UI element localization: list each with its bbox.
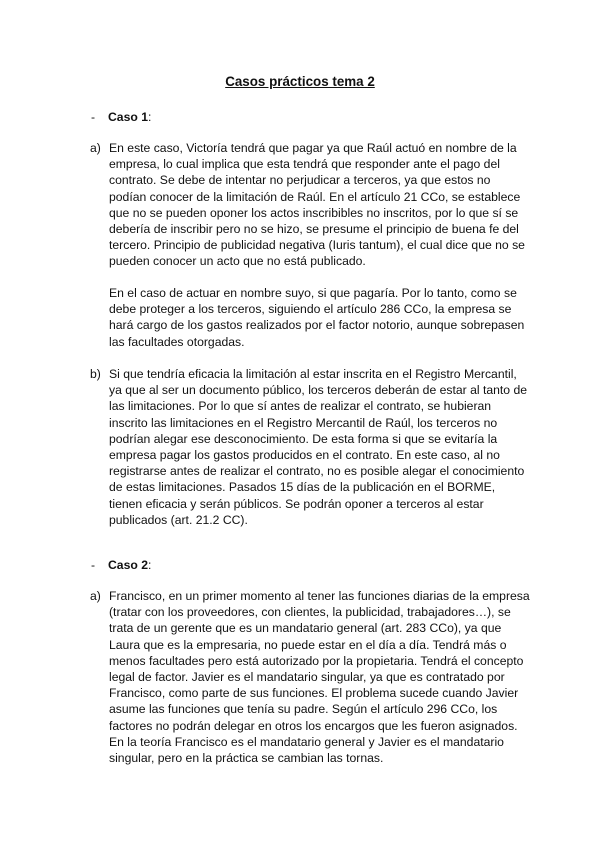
caso-1-colon: : [147,110,152,124]
caso-2-heading [91,557,151,573]
caso-1-b-paragraph: Si que tendría eficacia la limitación al estar inscrita en el Registro Mercantil, ya que al ser un documento público, los terceros deberán de estar al tanto de las limitaciones. Por lo que sí antes de realizar el contrato, se hubieran inscrito las limitaciones en el Registro Mercantil de Raúl, los terceros no podrían alegar ese desconocimiento. De esta forma si que se evitaría la empresa pagar los gastos producidos en el contrato. En este caso, al no registrarse antes de realizar el contrato, no es posible alegar el conocimiento de estas limitaciones. Pasados 15 días de la publicación en el BORME, tienen eficacia y serán públicos. Se podrán oponer a terceros al estar publicados (art. 21.2 CC). [109,367,528,527]
caso-2-colon: : [147,558,152,572]
caso-1-label: Caso 1 [108,110,148,124]
caso-2-item-a [90,588,530,766]
caso-2-a-paragraph: Francisco, en un primer momento al tener las funciones diarias de la empresa (tratar con los proveedores, con clientes, la publicidad, trabajadores…), se trata de un gerente que es un mandatario general (art. 283 CCo), ya que Laura que es la empresaria, no puede estar en el día a día. Tendrá más o menos facultades pero está autorizado por la propietaria. Tendrá el concepto legal de factor. Javier es el mandatario singular, ya que es contratado por Francisco, como parte de sus funciones. El problema sucede cuando Javier asume las funciones que tenía su padre. Según el artículo 296 CCo, los factores no podrán delegar en otros los encargos que les fueron asignados. En la teoría Francisco es el mandatario general y Javier es el mandatario singular, pero en la práctica se cambian las tornas. [109,589,530,766]
bullet-dash: - [91,558,96,572]
caso-1-heading [91,109,151,125]
bullet-dash: - [91,110,96,124]
item-a-marker: a) [90,589,101,603]
caso-1-a-paragraph: En este caso, Victoría tendrá que pagar ya que Raúl actuó en nombre de la empresa, lo cual implica que esta tendrá que responder ante el pago del contrato. Se debe de intentar no perjudicar a terceros, ya que estos no podían conocer de la limitación de Raúl. En el artículo 21 CCo, se establece que no se pueden oponer los actos inscribibles no inscritos, por lo que sí se debería de inscribir pero no se hizo, se presume el principio de buena fe del tercero. Principio de publicidad negativa (Iuris tantum), el cual dice que no se pueden conocer un acto que no está publicado. [109,141,525,269]
caso-1-a-paragraph-2: En el caso de actuar en nombre suyo, si que pagaría. Por lo tanto, como se debe proteger a los terceros, siguiendo el artículo 286 CCo, la empresa se hará cargo de los gastos realizados por el factor notorio, aunque sobrepasen las facultades otorgadas. [109,286,525,349]
item-b-marker: b) [90,367,101,381]
caso-2-label: Caso 2 [108,558,148,572]
page-title: Casos prácticos tema 2 [225,74,375,89]
caso-1-item-a [90,140,530,270]
item-a-marker: a) [90,141,101,155]
caso-1-item-b [90,366,530,528]
